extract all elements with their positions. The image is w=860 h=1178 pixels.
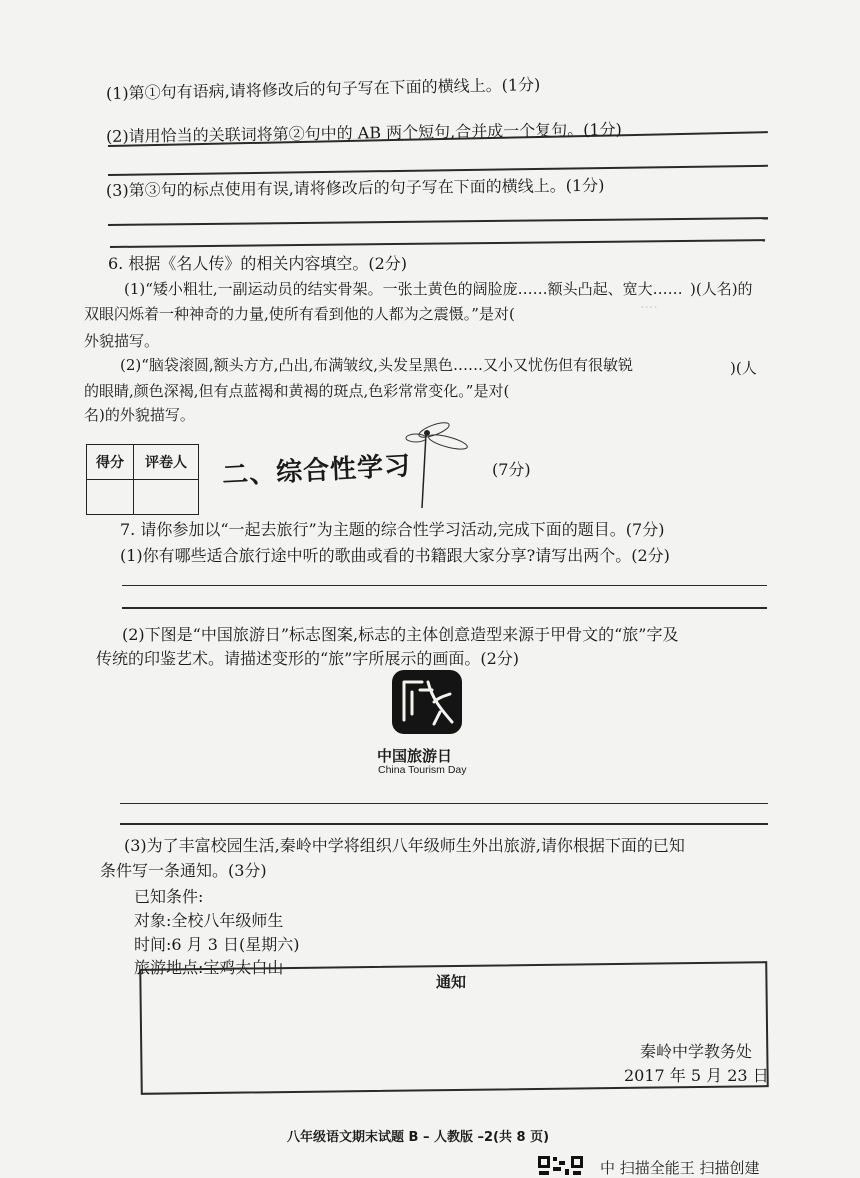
q6-p1-line3: 外貌描写。: [84, 332, 160, 350]
q7-sub2-line2: 传统的印鉴艺术。请描述变形的“旅”字所展示的画面。(2分): [96, 649, 520, 668]
answer-line: [108, 165, 768, 176]
notice-date: 2017 年 5 月 23 日: [624, 1066, 769, 1085]
answer-line: [122, 607, 767, 609]
answer-line: [122, 585, 767, 586]
q6-p1-line2: 双眼闪烁着一种神奇的力量,使所有看到他的人都为之震慑。”是对(: [84, 305, 515, 323]
notice-title: 通知: [436, 973, 467, 991]
question-7-stem: 7. 请你参加以“一起去旅行”为主题的综合性学习活动,完成下面的题目。(7分): [120, 520, 665, 539]
section-title: 二、综合性学习: [221, 451, 412, 491]
answer-line: [120, 823, 768, 825]
page-footer: 八年级语文期末试题 B – 人教版 –2(共 8 页): [287, 1130, 550, 1145]
known-conditions-title: 已知条件:: [134, 887, 204, 906]
question-combine: (2)请用恰当的关联词将第②句中的 AB 两个短句,合并成一个复句。(1分): [105, 119, 622, 146]
bleed-through: ····: [640, 300, 658, 316]
q7-sub3-line2: 条件写一条通知。(3分): [100, 861, 267, 880]
grader-cell[interactable]: [134, 480, 199, 515]
answer-line: [120, 803, 768, 804]
score-label: 得分: [87, 445, 134, 480]
question-fix-sentence: (1)第①句有语病,请将修改后的句子写在下面的横线上。(1分): [105, 74, 541, 103]
q6-p1-blank-end: )(人名)的: [690, 280, 753, 298]
condition-target: 对象:全校八年级师生: [134, 911, 284, 930]
china-tourism-day-logo: [388, 668, 468, 736]
answer-line: [108, 217, 768, 226]
score-table: [86, 444, 199, 515]
q6-p2-blank-end: )(人: [730, 359, 757, 377]
q6-p2-line2: 的眼睛,颜色深褐,但有点蓝褐和黄褐的斑点,色彩常常变化。”是对(: [84, 382, 510, 400]
logo-chinese-text: 中国旅游日: [377, 747, 453, 765]
logo-english-text: China Tourism Day: [378, 764, 467, 776]
q6-p2-line1: (2)“脑袋滚圆,额头方方,凸出,布满皱纹,头发呈黑色……又小又忧伤但有很敏锐: [120, 356, 633, 374]
condition-time: 时间:6 月 3 日(星期六): [134, 935, 300, 954]
answer-line: [110, 239, 765, 248]
condition-place: 旅游地点:宝鸡太白山: [134, 958, 284, 977]
q6-p2-line3: 名)的外貌描写。: [84, 406, 195, 424]
notice-signer: 秦岭中学教务处: [640, 1042, 753, 1061]
q7-sub3-line1: (3)为了丰富校园生活,秦岭中学将组织八年级师生外出旅游,请你根据下面的已知: [124, 836, 685, 855]
qr-code-icon: [537, 1155, 585, 1177]
question-punctuation: (3)第③句的标点使用有误,请将修改后的句子写在下面的横线上。(1分): [105, 175, 605, 200]
scanner-watermark-text: 中 扫描全能王 扫描创建: [600, 1159, 760, 1177]
score-cell[interactable]: [87, 480, 134, 515]
q6-p1-line1: (1)“矮小粗壮,一副运动员的结实骨架。一张土黄色的阔脸庞……额头凸起、宽大……: [124, 280, 683, 298]
q7-sub2-line1: (2)下图是“中国旅游日”标志图案,标志的主体创意造型来源于甲骨文的“旅”字及: [122, 625, 679, 644]
dragonfly-icon: [404, 420, 484, 510]
section-points: (7分): [492, 460, 531, 479]
question-6-stem: 6. 根据《名人传》的相关内容填空。(2分): [108, 254, 408, 273]
q7-sub1: (1)你有哪些适合旅行途中听的歌曲或看的书籍跟大家分享?请写出两个。(2分): [120, 546, 670, 565]
grader-label: 评卷人: [134, 445, 199, 480]
